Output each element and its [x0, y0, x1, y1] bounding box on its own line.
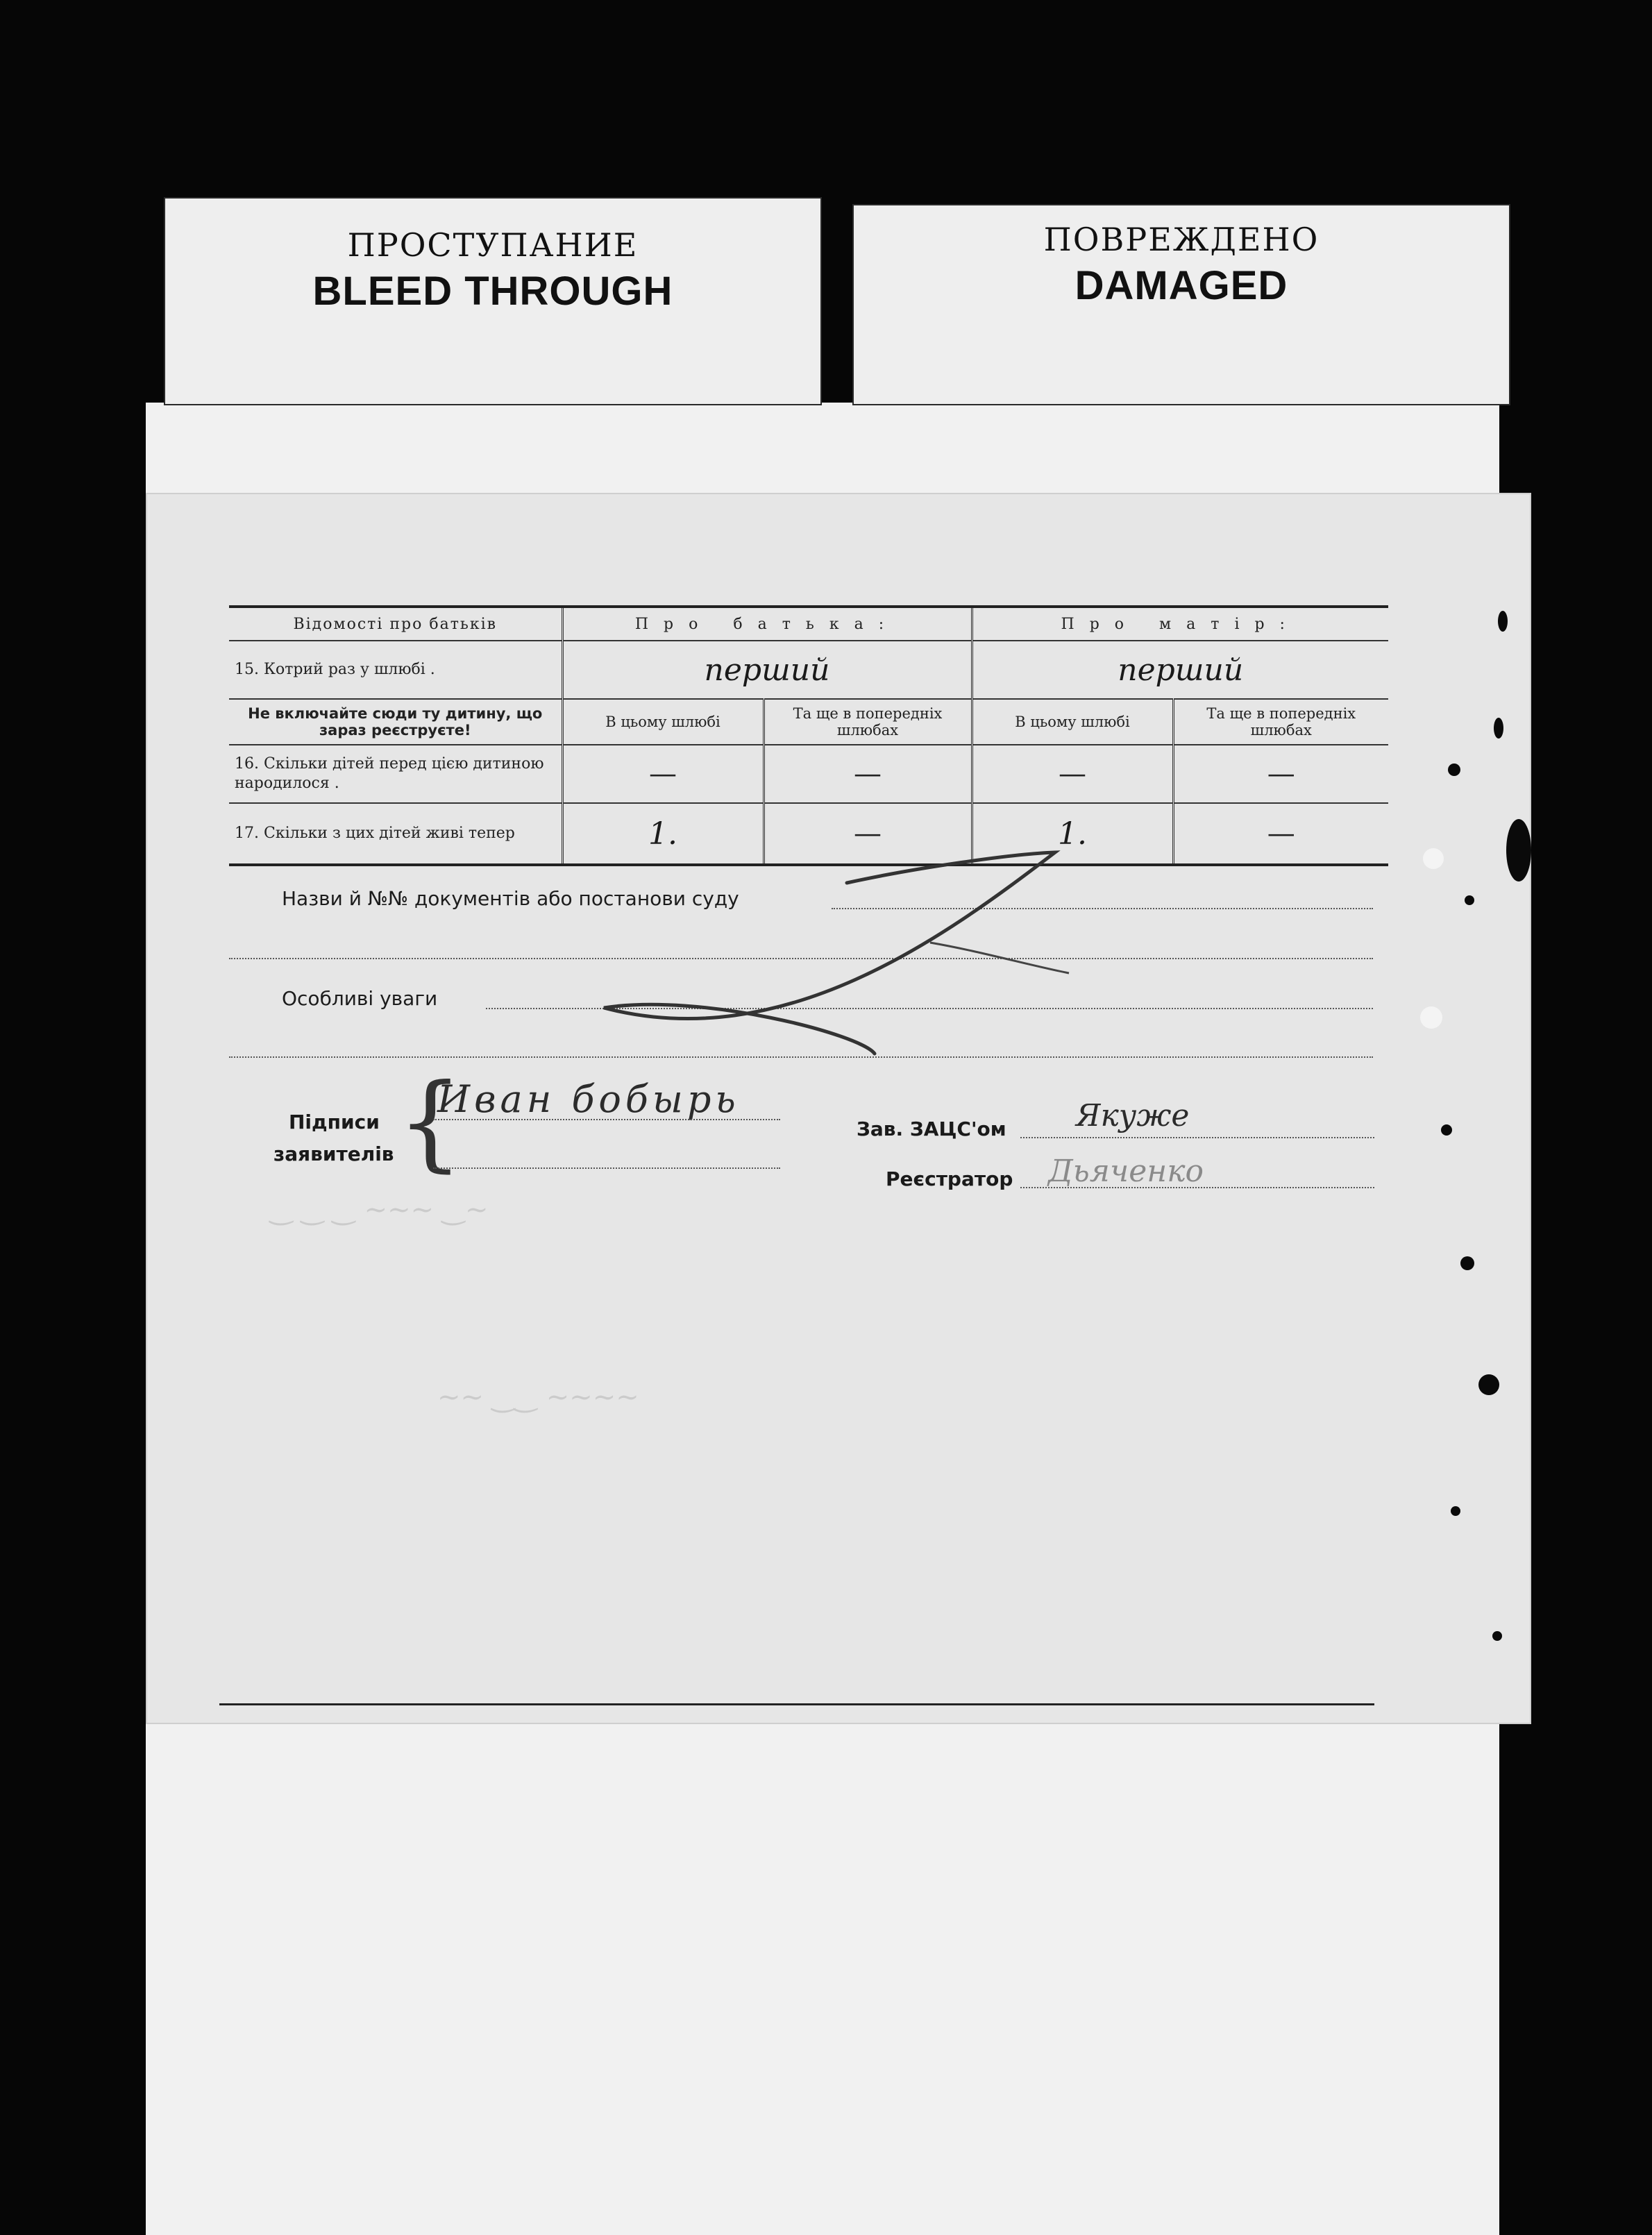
row17-mother-previous: — [1173, 803, 1388, 865]
row15-father-value: перший [562, 641, 972, 699]
row17-father-current: 1. [562, 803, 764, 865]
applicant-signature: Иван бобырь [437, 1077, 740, 1121]
subheader-mother-previous: Та ще в попередніх шлюбах [1173, 699, 1388, 745]
row15-mother-value: перший [972, 641, 1388, 699]
damaged-label-en: DAMAGED [1074, 263, 1288, 308]
registrar-sign-line [1020, 1187, 1374, 1188]
bleed-through-label-ru: ПРОСТУПАНИЕ [347, 226, 639, 264]
damage-hole [1448, 764, 1460, 776]
damage-hole [1451, 1506, 1460, 1516]
page-bottom-rule [219, 1703, 1374, 1705]
damage-hole [1506, 819, 1531, 882]
bleed-through-card [164, 197, 822, 405]
damaged-label-ru: ПОВРЕЖДЕНО [1043, 221, 1320, 258]
head-label: Зав. ЗАЦС'ом [857, 1118, 1006, 1140]
header-parents-info: Відомості про батьків [229, 607, 562, 641]
subheader-father-previous: Та ще в попередніх шлюбах [764, 699, 972, 745]
damaged-card [852, 204, 1510, 405]
row16-father-previous: — [764, 745, 972, 803]
bleed-through-label-en: BLEED THROUGH [312, 269, 673, 314]
cancellation-z-stroke [146, 493, 1531, 1724]
damage-hole [1498, 611, 1508, 632]
documents-label: Назви й №№ документів або постанови суду [282, 887, 739, 910]
damage-hole [1441, 1124, 1452, 1136]
row16-label: 16. Скільки дітей перед цією дитиною народилося . [229, 745, 562, 803]
applicant-sign-line-2 [433, 1167, 780, 1169]
head-signature: Якуже [1076, 1098, 1190, 1133]
remarks-label: Особливі уваги [282, 987, 438, 1010]
subheader-mother-current: В цьому шлюбі [972, 699, 1173, 745]
head-sign-line [1020, 1137, 1374, 1138]
applicants-brace: { [397, 1062, 464, 1183]
bleed-through-marks: ‿ ‿ ‿ ~~~ ‿~ [271, 1194, 489, 1226]
punch-hole [1420, 1006, 1442, 1029]
row17-mother-current: 1. [972, 803, 1173, 865]
subheader-note: Не включайте сюди ту дитину, що зараз реєструєте! [229, 699, 562, 745]
header-father: Про батька: [562, 607, 972, 641]
applicant-sign-line-1 [433, 1119, 780, 1120]
applicants-label-line2: заявителів [273, 1142, 394, 1165]
applicants-label-line1: Підписи [289, 1111, 380, 1133]
subheader-father-current: В цьому шлюбі [562, 699, 764, 745]
damage-hole [1460, 1256, 1474, 1270]
row16-mother-previous: — [1173, 745, 1388, 803]
row17-father-previous: — [764, 803, 972, 865]
damage-hole [1478, 1374, 1499, 1395]
registration-form-page [146, 493, 1531, 1724]
damage-hole [1494, 718, 1503, 739]
registrar-signature: Дьяченко [1048, 1154, 1204, 1189]
row15-label: 15. Котрий раз у шлюбі . [229, 641, 562, 699]
damage-hole [1492, 1631, 1502, 1641]
punch-hole [1423, 848, 1444, 869]
damage-hole [1465, 895, 1474, 905]
row16-mother-current: — [972, 745, 1173, 803]
row17-label: 17. Скільки з цих дітей живі тепер [229, 803, 562, 865]
row16-father-current: — [562, 745, 764, 803]
registrar-label: Реєстратор [886, 1167, 1013, 1190]
bleed-through-marks-2: ~~ ‿‿ ~~~~ [437, 1381, 639, 1413]
header-mother: Про матір: [972, 607, 1388, 641]
